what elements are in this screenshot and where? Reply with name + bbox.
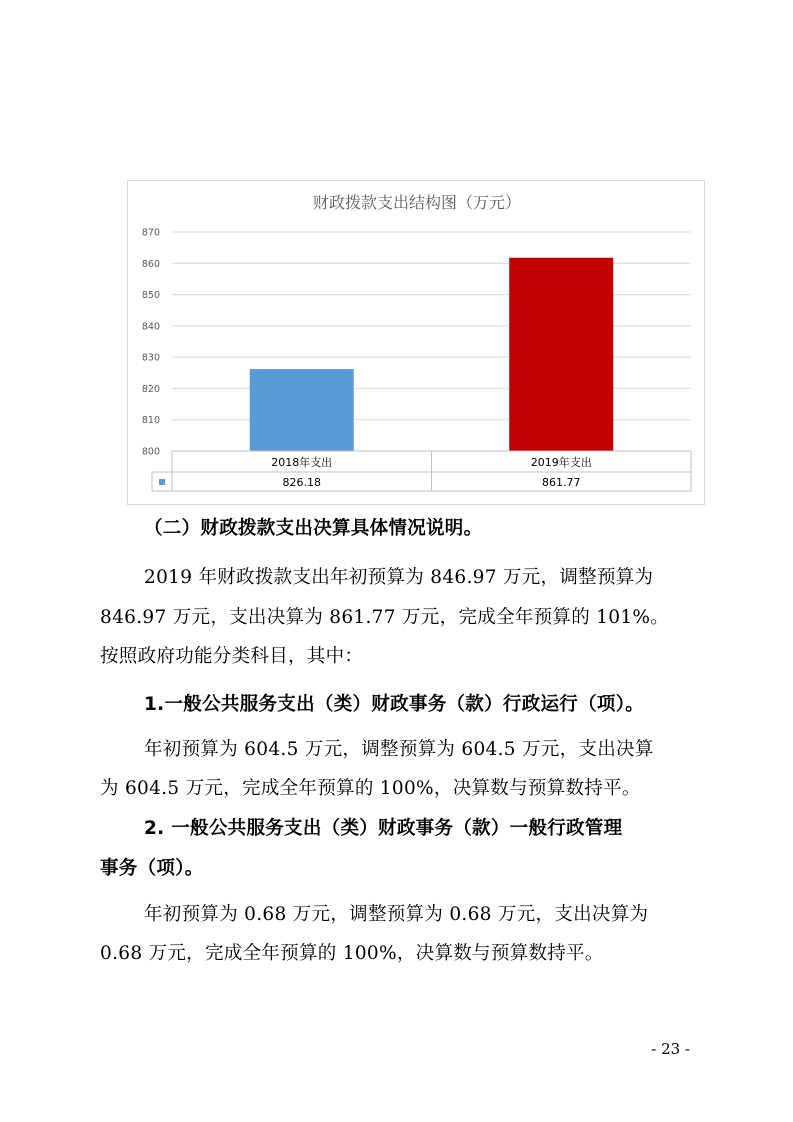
y-tick-label: 810 [141,415,160,427]
y-tick-label: 830 [141,352,160,364]
item-2-title-line-2: 事务（项）。 [100,858,204,879]
item-1-body-line-2: 为 604.5 万元，完成全年预算的 100%，决算数与预算数持平。 [100,778,641,799]
intro-line-2: 846.97 万元，支出决算为 861.77 万元，完成全年预算的 101%。 [100,607,670,628]
x-category-label: 2018年支出 [271,456,333,469]
item-1-body-line-1: 年初预算为 604.5 万元，调整预算为 604.5 万元，支出决算 [144,739,654,760]
data-label: 861.77 [542,476,581,489]
y-tick-label: 850 [141,290,160,302]
y-tick-label: 820 [141,383,160,395]
y-axis [142,228,160,458]
chart-title: 财政拨款支出结构图（万元） [312,193,522,212]
data-table [152,451,691,491]
y-tick-label: 800 [141,446,160,458]
item-2-body-line-2: 0.68 万元，完成全年预算的 100%，决算数与预算数持平。 [100,943,604,964]
y-tick-label: 860 [141,258,160,270]
bar-1 [250,369,354,451]
section-heading: （二）财政拨款支出决算具体情况说明。 [144,518,483,539]
item-1-title: 1.一般公共服务支出（类）财政事务（款）行政运行（项）。 [144,694,645,715]
bar-2 [509,258,613,451]
y-tick-label: 840 [141,321,160,333]
item-2-body-line-1: 年初预算为 0.68 万元，调整预算为 0.68 万元，支出决算为 [144,904,649,925]
intro-line-3: 按照政府功能分类科目，其中： [100,646,364,667]
chart-frame [127,180,705,505]
item-2-title-line-1: 2. 一般公共服务支出（类）财政事务（款）一般行政管理 [144,818,623,839]
intro-line-1: 2019 年财政拨款支出年初预算为 846.97 万元，调整预算为 [144,567,654,588]
y-tick-label: 870 [141,227,160,239]
bar-chart [128,181,706,506]
x-category-label: 2019年支出 [530,456,592,469]
page-number: - 23 - [651,1040,690,1058]
data-label: 826.18 [282,476,321,489]
legend-marker [159,479,165,485]
bars [250,258,614,451]
